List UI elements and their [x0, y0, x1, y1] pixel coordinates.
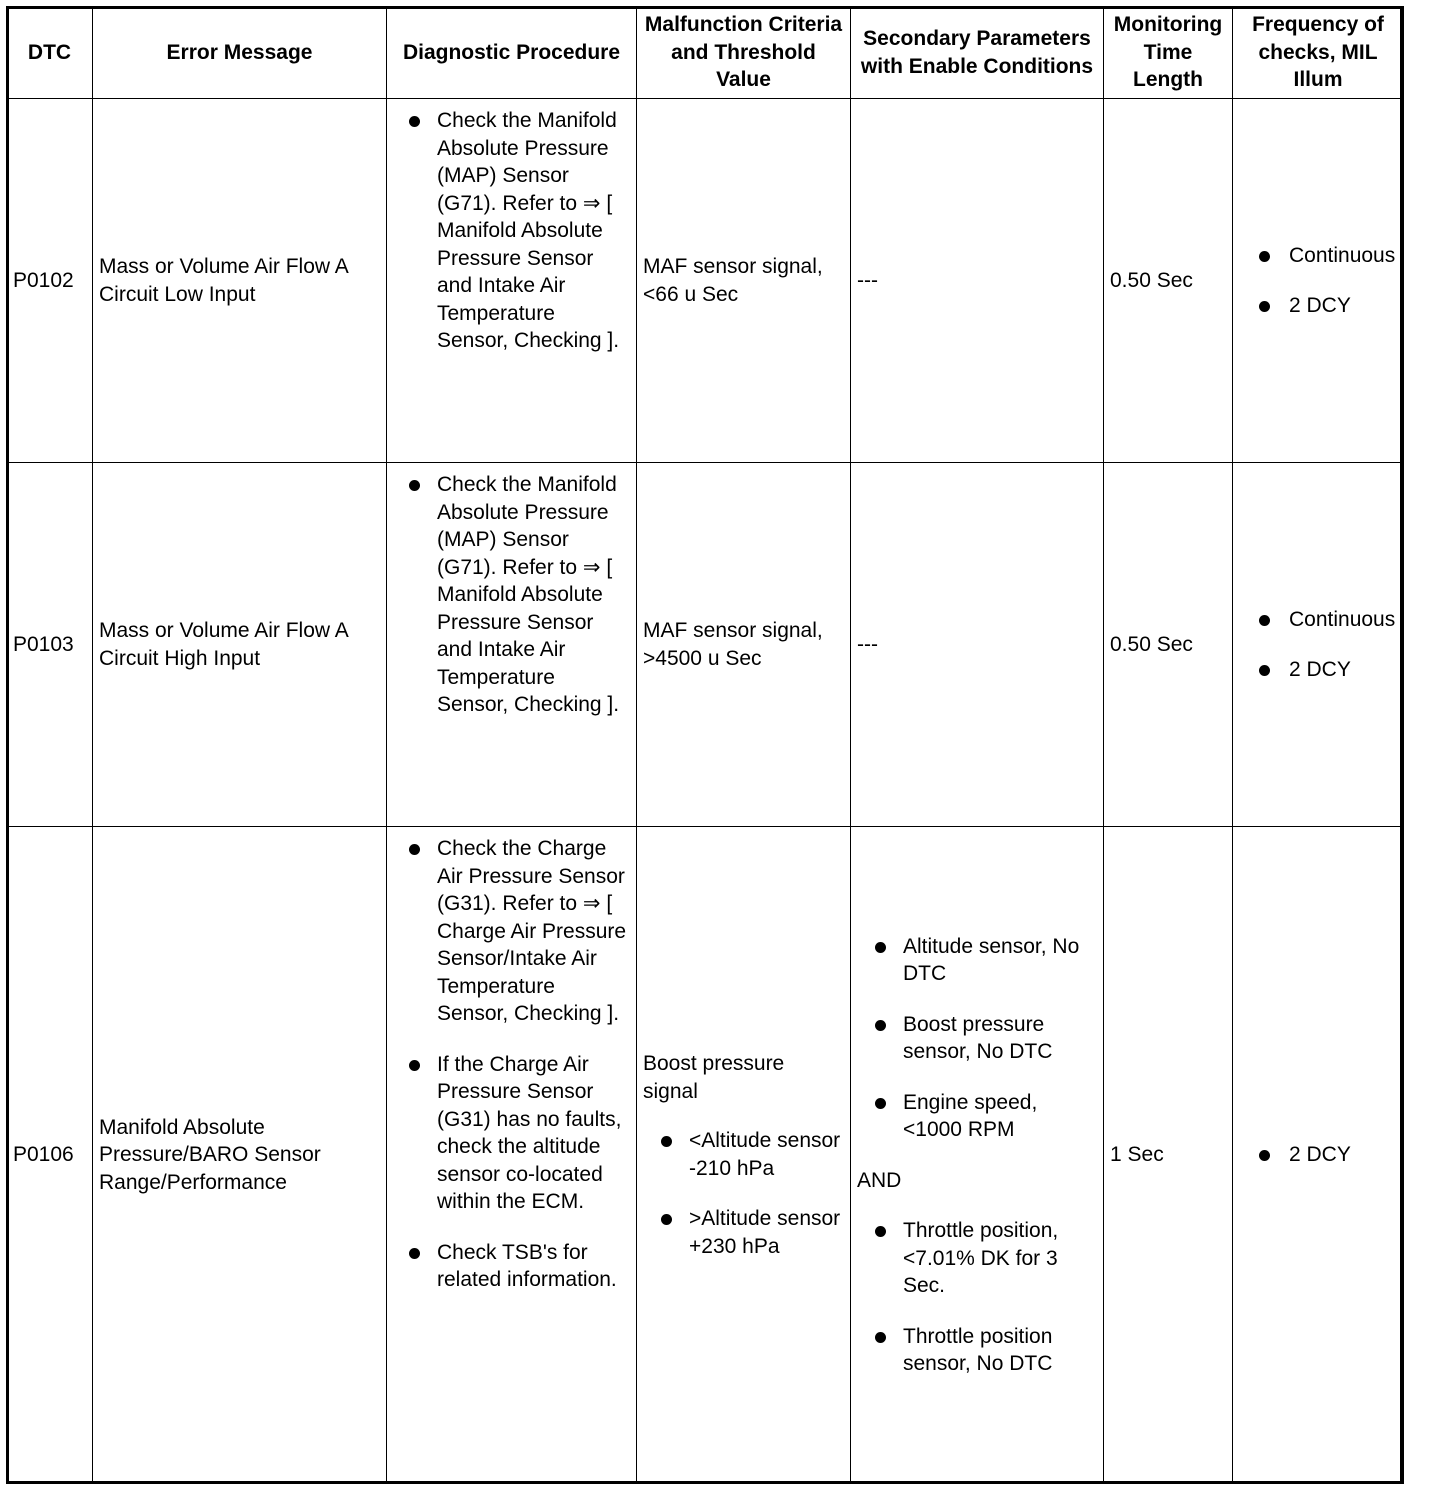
header-malfunction-criteria: Malfunction Criteria and Threshold Value	[637, 7, 851, 99]
diagnostic-procedure	[387, 827, 637, 1484]
frequency-item: 2 DCY	[1239, 292, 1397, 320]
secondary-item: Boost pressure sensor, No DTC	[857, 1011, 1097, 1066]
procedure-item: Check the Manifold Absolute Pressure (MAP) Sensor (G71). Refer to ⇒ [ Manifold Absolute Pressure Sensor and Intake Air Temperature Sensor, Checking ].	[393, 471, 630, 719]
header-dtc: DTC	[7, 7, 93, 99]
dtc-code: P0103	[7, 463, 93, 827]
frequency-item: Continuous	[1239, 242, 1397, 270]
monitoring-time: 0.50 Sec	[1104, 99, 1233, 463]
procedure-item: If the Charge Air Pressure Sensor (G31) has no faults, check the altitude sensor co-located within the ECM.	[393, 1051, 630, 1216]
dtc-code: P0106	[7, 827, 93, 1484]
frequency	[1233, 99, 1404, 463]
table-row	[7, 463, 1404, 827]
header-diagnostic-procedure: Diagnostic Procedure	[387, 7, 637, 99]
error-message: Mass or Volume Air Flow A Circuit Low Input	[93, 99, 387, 463]
criteria-lead: MAF sensor signal, <66 u Sec	[643, 255, 823, 306]
dtc-table	[6, 6, 1404, 1484]
dtc-code: P0102	[7, 99, 93, 463]
secondary-and: AND	[857, 1168, 902, 1192]
criteria-item: >Altitude sensor +230 hPa	[643, 1205, 844, 1260]
frequency-item: 2 DCY	[1239, 1141, 1397, 1169]
monitoring-time: 1 Sec	[1104, 827, 1233, 1484]
table-row	[7, 827, 1404, 1484]
secondary-item: Throttle position, <7.01% DK for 3 Sec.	[857, 1217, 1097, 1300]
frequency	[1233, 827, 1404, 1484]
secondary-parameters: ---	[851, 99, 1104, 463]
criteria-lead: MAF sensor signal, >4500 u Sec	[643, 619, 823, 670]
frequency-item: 2 DCY	[1239, 656, 1397, 684]
secondary-item: Altitude sensor, No DTC	[857, 933, 1097, 988]
diagnostic-procedure	[387, 463, 637, 827]
frequency-item: Continuous	[1239, 606, 1397, 634]
malfunction-criteria	[637, 827, 851, 1484]
secondary-parameters: ---	[851, 463, 1104, 827]
header-monitoring-time: Monitoring Time Length	[1104, 7, 1233, 99]
table-row	[7, 99, 1404, 463]
malfunction-criteria	[637, 463, 851, 827]
monitoring-time: 0.50 Sec	[1104, 463, 1233, 827]
error-message: Mass or Volume Air Flow A Circuit High Input	[93, 463, 387, 827]
secondary-parameters	[851, 827, 1104, 1484]
header-secondary-parameters: Secondary Parameters with Enable Conditions	[851, 7, 1104, 99]
header-row	[7, 7, 1404, 99]
criteria-lead: Boost pressure signal	[643, 1052, 785, 1103]
error-message: Manifold Absolute Pressure/BARO Sensor Range/Performance	[93, 827, 387, 1484]
procedure-item: Check the Manifold Absolute Pressure (MAP) Sensor (G71). Refer to ⇒ [ Manifold Absolute Pressure Sensor and Intake Air Temperature Sensor, Checking ].	[393, 107, 630, 355]
procedure-item: Check the Charge Air Pressure Sensor (G31). Refer to ⇒ [ Charge Air Pressure Sensor/Intake Air Temperature Sensor, Checking ].	[393, 835, 630, 1028]
header-frequency: Frequency of checks, MIL Illum	[1233, 7, 1404, 99]
criteria-item: <Altitude sensor -210 hPa	[643, 1127, 844, 1182]
secondary-item: Throttle position sensor, No DTC	[857, 1323, 1097, 1378]
frequency	[1233, 463, 1404, 827]
secondary-item: Engine speed, <1000 RPM	[857, 1089, 1097, 1144]
malfunction-criteria	[637, 99, 851, 463]
diagnostic-procedure	[387, 99, 637, 463]
header-error-message: Error Message	[93, 7, 387, 99]
procedure-item: Check TSB's for related information.	[393, 1239, 630, 1294]
